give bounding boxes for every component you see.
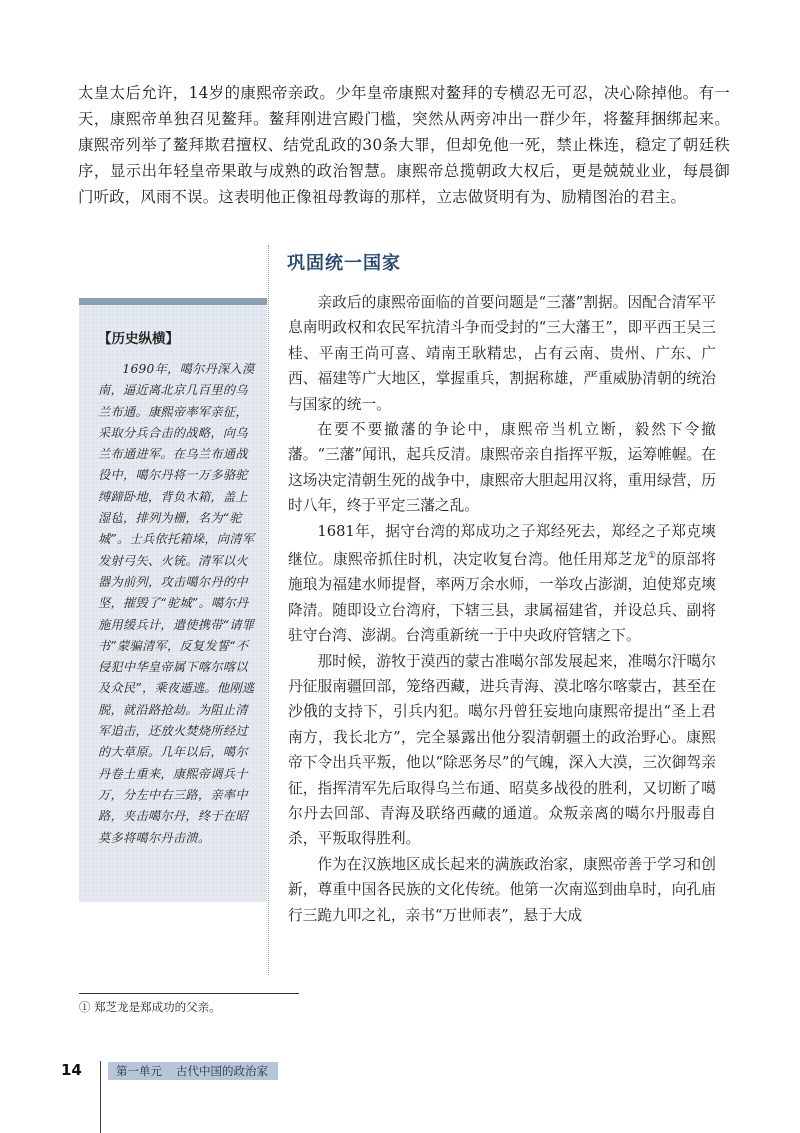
footnote-rule: [79, 993, 299, 994]
footnote-marker: ①: [647, 551, 657, 562]
paragraph-revolt-suppression: 在要不要撤藩的争论中，康熙帝当机立断，毅然下令撤藩。“三藩”闻讯，起兵反清。康熙帝亲自指挥平叛，运筹帷幄。在这场决定清朝生死的战争中，康熙帝大胆起用汉将，重用绿营，历时八年，终于平定三藩之乱。: [288, 421, 716, 515]
paragraph-taiwan: [288, 519, 716, 649]
paragraph-three-feudatories: 亲政后的康熙帝面临的首要问题是“三藩”割据。因配合清军平息南明政权和农民军抗清斗争而受封的“三大藩王”，即平西王吴三桂、平南王尚可喜、靖南王耿精忠，占有云南、贵州、广东、广西、福建等广大地区，掌握重兵，割据称雄，严重威胁清朝的统治与国家的统一。: [288, 294, 716, 413]
footer-unit: 第一单元: [116, 1064, 162, 1078]
main-column: [288, 290, 716, 928]
footnote: ① 郑芝龙是郑成功的父亲。: [79, 1000, 221, 1014]
paragraph-culture: 作为在汉族地区成长起来的满族政治家，康熙帝善于学习和创新，尊重中国各民族的文化传统。他第一次南巡到曲阜时，向孔庙行三跪九叩之礼，亲书“万世师表”，悬于大成: [288, 855, 716, 924]
paragraph-dzungar: 那时候，游牧于漠西的蒙古准噶尔部发展起来，准噶尔汗噶尔丹征服南疆回部，笼络西藏，进兵青海、漠北喀尔喀蒙古，甚至在沙俄的支持下，引兵内犯。噶尔丹曾狂妄地向康熙帝提出“圣上君南方，我长北方”，完全暴露出他分裂清朝疆土的政治野心。康熙帝下令出兵平叛，他以“除恶务尽”的气魄，深入大漠，三次御驾亲征，指挥清军先后取得乌兰布通、昭莫多战役的胜利，又切断了噶尔丹去回部、青海及联络西藏的通道。众叛亲离的噶尔丹服毒自杀，平叛取得胜利。: [288, 652, 716, 848]
intro-paragraph: 太皇太后允许，14岁的康熙帝亲政。少年皇帝康熙对鳌拜的专横忍无可忍，决心除掉他。有一天，康熙帝单独召见鳌拜。鳌拜刚进宫殿门槛，突然从两旁冲出一群少年，将鳌拜捆绑起来。康熙帝列举了鳌拜欺君擅权、结党乱政的30条大罪，但却免他一死，禁止株连，稳定了朝廷秩序，显示出年轻皇帝果敢与成熟的政治智慧。康熙帝总揽朝政大权后，更是兢兢业业，每晨御门听政，风雨不误。这表明他正像祖母教诲的那样，立志做贤明有为、励精图治的君主。: [78, 84, 730, 206]
footer-unit-title: 古代中国的政治家: [176, 1064, 268, 1078]
column-divider: [268, 245, 269, 975]
footer-vertical-line: [100, 1061, 101, 1133]
page-footer: [61, 1061, 321, 1081]
taiwan-text-part1: 1681年，据守台湾的郑成功之子郑经死去，郑经之子郑克塽继位。康熙帝抓住时机，决定收复台湾。他任用郑芝龙: [288, 522, 716, 568]
footer-band: [108, 1062, 278, 1080]
sidebar-text: 1690年，噶尔丹深入漠南，逼近离北京几百里的乌兰布通。康熙帝率军亲征，采取分兵合击的战略，向乌兰布通进军。在乌兰布通战役中，噶尔丹将一万多骆驼缚蹄卧地，背负木箱，盖上湿毡，排列为栅，名为“驼城”。士兵依托箱垛，向清军发射弓矢、火铳。清军以火器为前列，攻击噶尔丹的中坚，摧毁了“驼城”。噶尔丹施用缓兵计，遣使携带“请罪书”蒙骗清军，反复发誓“不侵犯中华皇帝属下喀尔喀以及众民”，乘夜遁逃。他刚逃脱，就沿路抢劫。为阻止清军追击，还放火焚烧所经过的大草原。几年以后，噶尔丹卷土重来，康熙帝调兵十万，分左中右三路，亲率中路，夹击噶尔丹，终于在昭莫多将噶尔丹击溃。: [98, 362, 255, 845]
page-number: 14: [61, 1061, 82, 1079]
sidebar-heading: 【历史纵横】: [98, 331, 179, 347]
section-title: 巩固统一国家: [287, 253, 401, 274]
history-sidebar: [79, 298, 267, 902]
taiwan-text-part2: 的原部将施琅为福建水师提督，率两万余水师，一举攻占澎湖，迫使郑克塽降清。随即设立台湾府，下辖三县，隶属福建省，并设总兵、副将驻守台湾、澎湖。台湾重新统一于中央政府管辖之下。: [288, 550, 716, 645]
